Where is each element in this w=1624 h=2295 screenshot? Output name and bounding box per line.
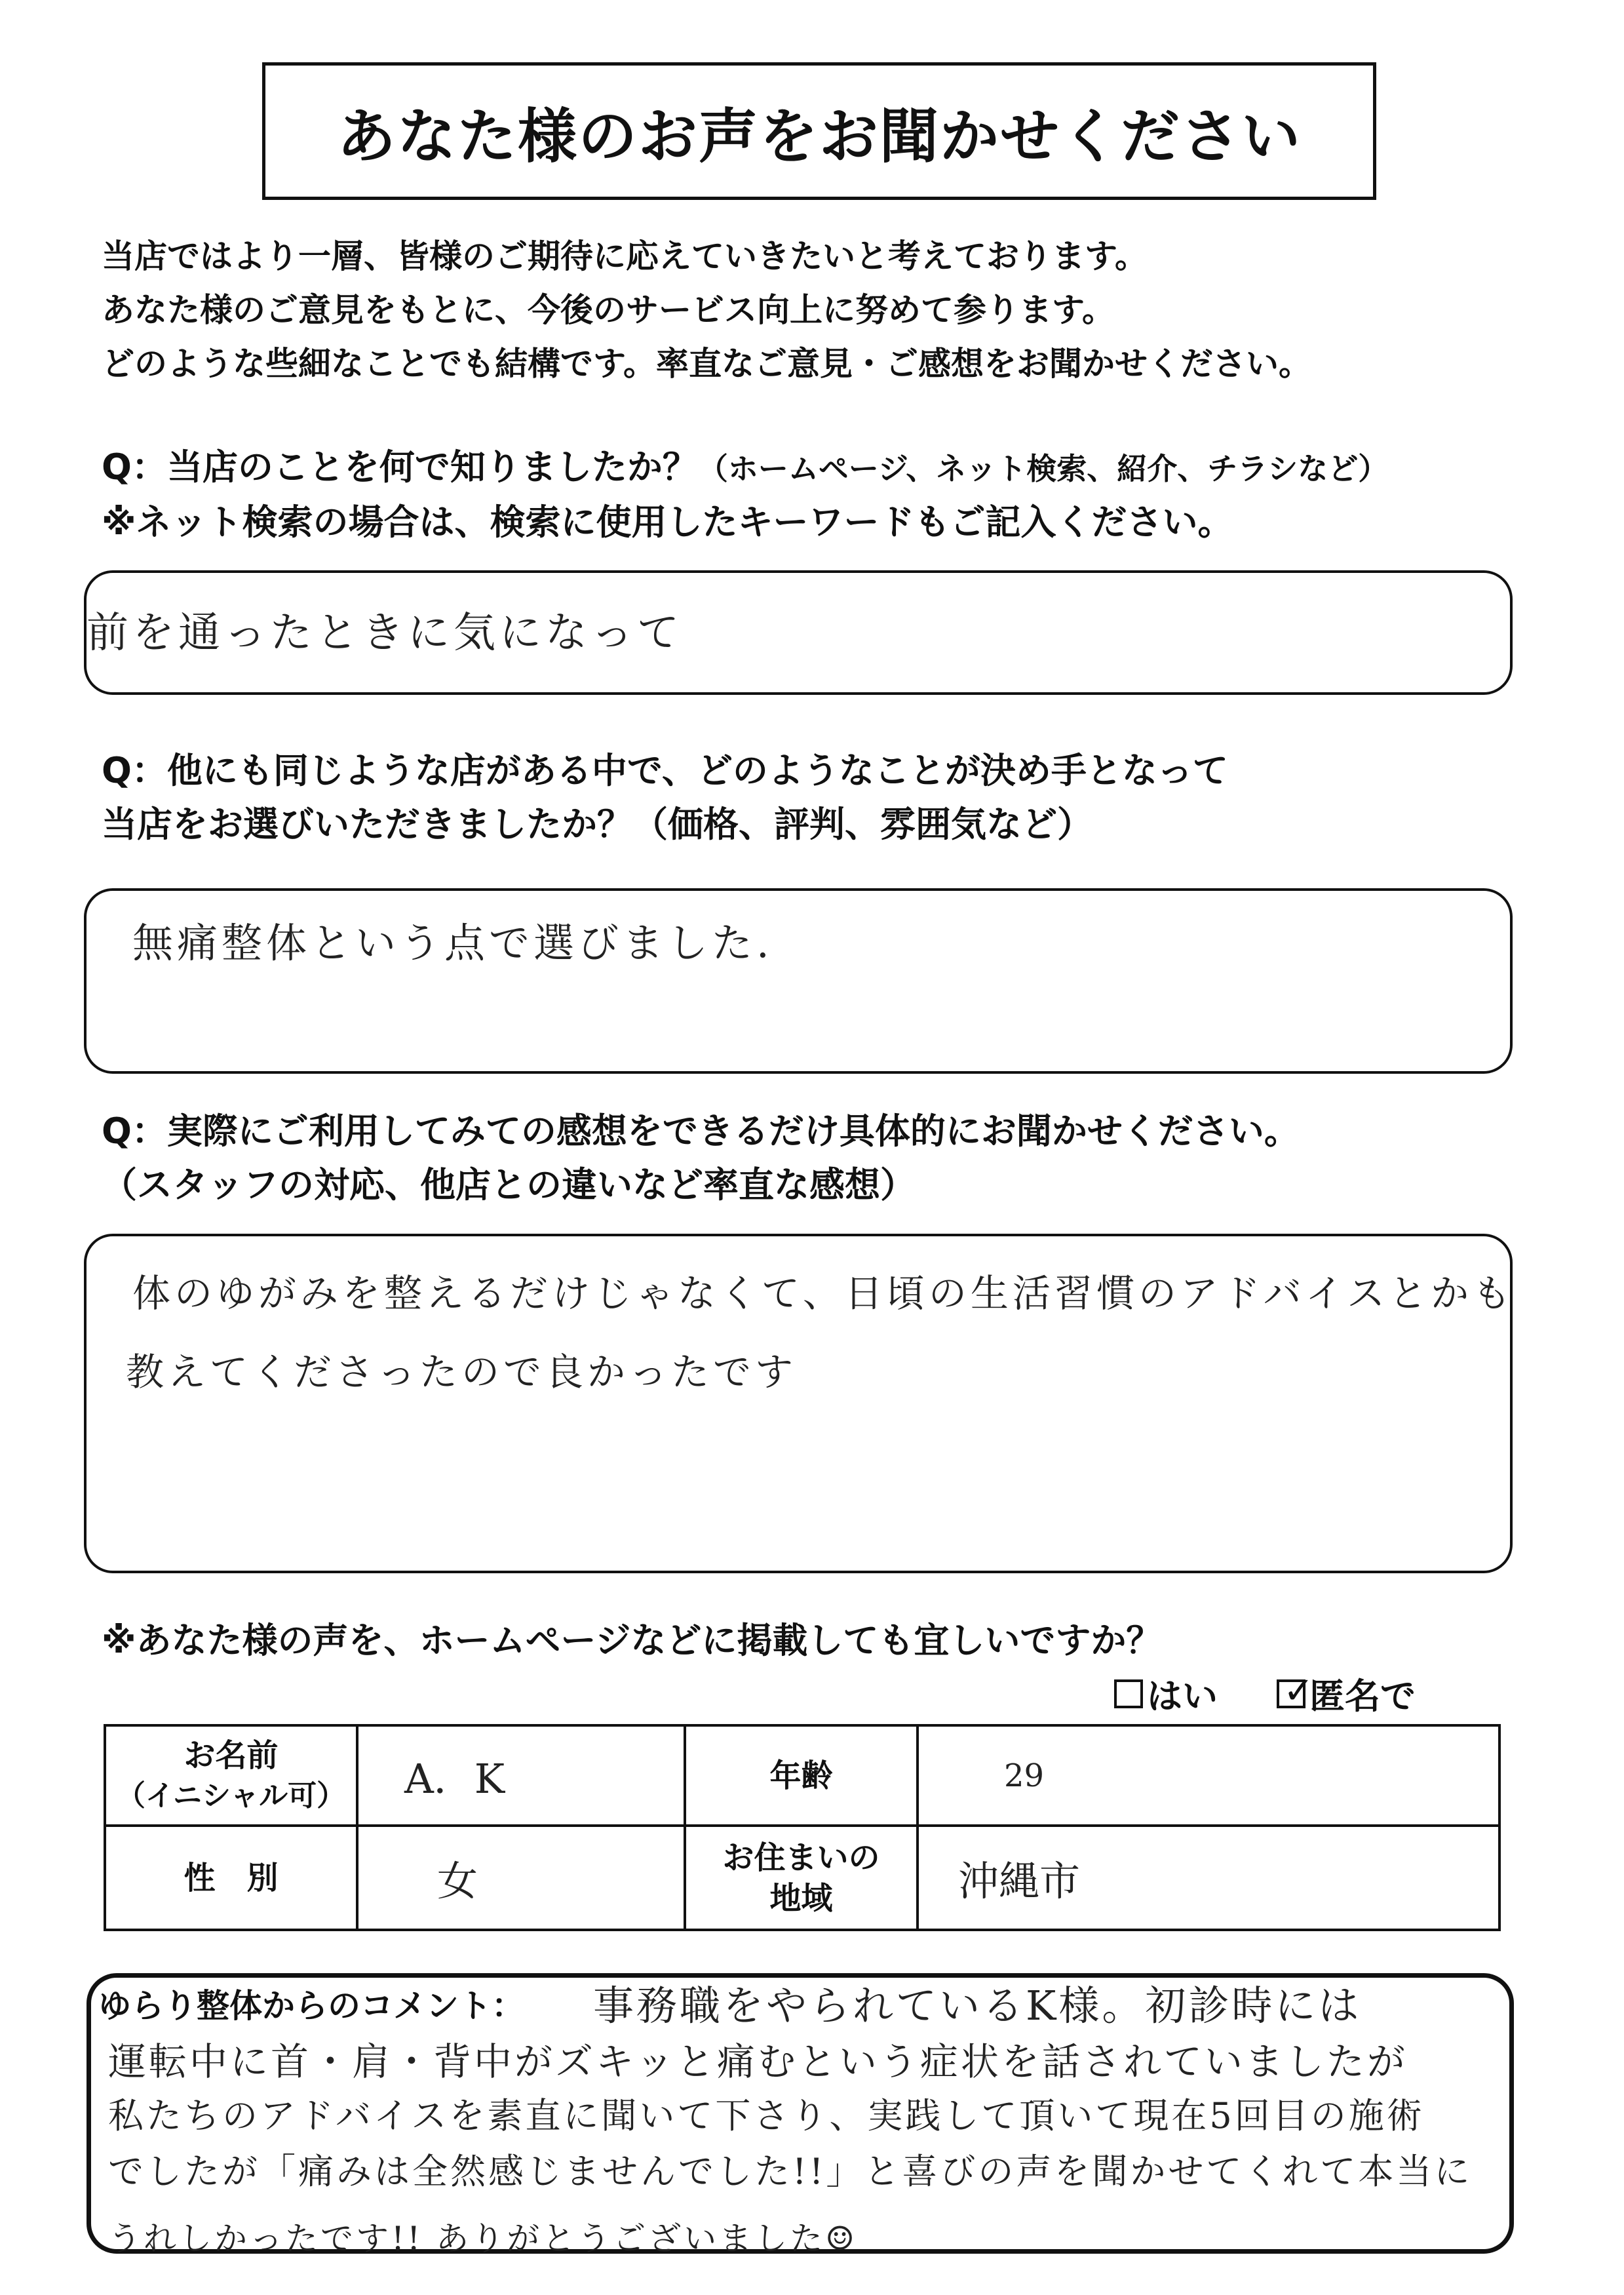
option-anonymous-label: 匿名で [1309,1676,1416,1717]
staff-comment-line: 運転中に首・肩・背中がズキッと痛むという症状を話されていましたが [108,2039,1408,2084]
question-1-note: （ホームページ、ネット検索、紹介、チラシなど） [697,451,1389,486]
form-title: あなた様のお声をお聞かせください [262,62,1376,200]
staff-comment-line: うれしかったです!! ありがとうございました☺ [108,2220,857,2258]
staff-comment-line: 私たちのアドバイスを素直に聞いて下さり、実践して頂いて現在5回目の施術 [108,2095,1425,2136]
answer-3-box[interactable] [84,1234,1513,1573]
gender-label: 性 別 [105,1826,357,1930]
question-1 [102,441,1388,549]
question-3-line2: （スタッフの対応、他店との違いなど率直な感想） [102,1164,916,1206]
staff-comment-line: 事務職をやられているK様。初診時には [593,1982,1362,2030]
staff-comment-label: ゆらり整体からのコメント： [98,1987,524,2025]
age-label: 年齢 [685,1725,918,1826]
question-3-line1: Q：実際にご利用してみての感想をできるだけ具体的にお聞かせください。 [102,1110,1300,1152]
consent-question: ※あなた様の声を、ホームページなどに掲載しても宜しいですか？ [102,1620,1162,1661]
answer-2-text: 無痛整体という点で選びました. [132,919,773,967]
option-yes[interactable] [1114,1668,1218,1719]
name-value[interactable]: A．K [357,1725,685,1826]
intro-line: どのような些細なことでも結構です。率直なご意見・ご感想をお聞かせください。 [102,345,1311,383]
area-value[interactable]: 沖縄市 [918,1826,1499,1930]
question-2-line1: Q：他にも同じような店がある中で、どのようなことが決め手となって [102,750,1228,791]
name-label: お名前 （イニシャル可） [105,1725,357,1826]
answer-3-line1: 体のゆがみを整えるだけじゃなくて、日頃の生活習慣のアドバイスとかも [132,1271,1515,1316]
respondent-info-table [104,1724,1501,1931]
intro-line: 当店ではより一層、皆様のご期待に応えていきたいと考えております。 [102,237,1148,275]
answer-2-box[interactable] [84,888,1513,1074]
consent-options [1114,1668,1416,1719]
answer-3-line2: 教えてくださったので良かったです [126,1350,798,1394]
checkmark-icon: ✓ [1283,1669,1314,1712]
question-2 [102,744,1228,852]
answer-1-box[interactable] [84,570,1513,695]
question-3 [102,1105,1300,1212]
question-2-line2: 当店をお選びいただきましたか？（価格、評判、雰囲気など） [102,804,1092,845]
yes-checkbox[interactable] [1114,1679,1143,1708]
intro-line: あなた様のご意見をもとに、今後のサービス向上に努めて参ります。 [102,291,1115,329]
answer-1-text: 前を通ったときに気になって [87,609,683,657]
option-anonymous[interactable] [1277,1668,1416,1719]
intro-text [102,229,1311,391]
gender-value[interactable]: 女 [357,1826,685,1930]
staff-comment-line: でしたが「痛みは全然感じませんでした!!」と喜びの声を聞かせてくれて本当に [108,2151,1473,2192]
anonymous-checkbox[interactable] [1277,1669,1314,1712]
question-1-text: Q：当店のことを何で知りましたか？ [102,446,698,488]
option-yes-label: はい [1147,1676,1218,1717]
area-label: お住まいの 地域 [685,1826,918,1930]
question-1-subnote: ※ネット検索の場合は、検索に使用したキーワードもご記入ください。 [102,501,1233,543]
age-value[interactable]: 29 [918,1725,1499,1826]
